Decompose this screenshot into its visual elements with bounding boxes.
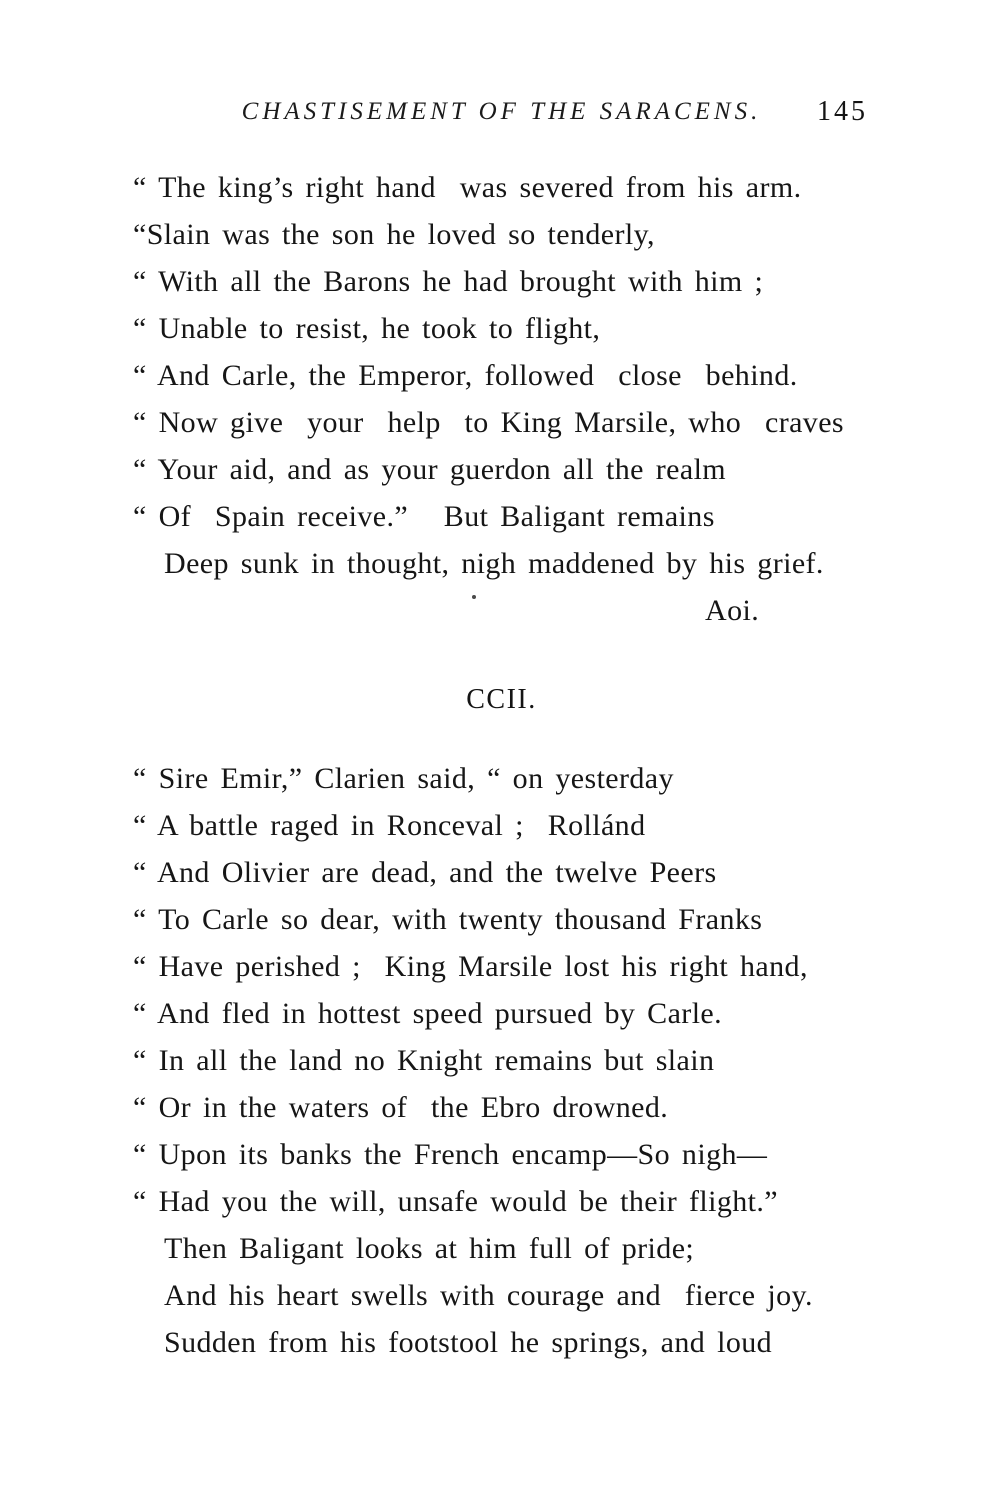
verse-line: Then Baligant looks at him full of pride; <box>164 1232 695 1265</box>
verse-line: “Slain was the son he loved so tenderly, <box>133 218 655 251</box>
verse-line: “ To Carle so dear, with twenty thousand Franks <box>133 903 763 936</box>
verse-line: Deep sunk in thought, nigh maddened by his grief. <box>164 547 824 580</box>
verse-line: “ Unable to resist, he took to flight, <box>133 312 601 345</box>
verse-line: “ And Carle, the Emperor, followed close behind. <box>133 359 798 392</box>
verse-line: Sudden from his footstool he springs, and loud <box>164 1326 773 1359</box>
verse-line: “ A battle raged in Ronceval ; Rollánd <box>133 809 646 842</box>
verse-line: “ And Olivier are dead, and the twelve Peers <box>133 856 717 889</box>
running-title: CHASTISEMENT OF THE SARACENS. <box>241 98 762 125</box>
verse-line: “ With all the Barons he had brought with him ; <box>133 265 764 298</box>
aoi-marker: Aoi. <box>705 594 760 627</box>
verse-line: “ Of Spain receive.” But Baligant remains <box>133 500 715 533</box>
section-heading-ccii: CCII. <box>466 684 537 715</box>
verse-line: “ Your aid, and as your guerdon all the realm <box>133 453 727 486</box>
verse-line: “ The king’s right hand was severed from his arm. <box>133 171 802 204</box>
verse-line: “ Sire Emir,” Clarien said, “ on yesterday <box>133 762 674 795</box>
verse-line: “ Have perished ; King Marsile lost his right hand, <box>133 950 808 983</box>
stanza-cci <box>133 164 880 634</box>
stanza-ccii <box>133 755 880 1366</box>
verse-line: “ And fled in hottest speed pursued by Carle. <box>133 997 723 1030</box>
page-number: 145 <box>817 96 868 127</box>
verse-line: “ Or in the waters of the Ebro drowned. <box>133 1091 669 1124</box>
verse-line: “ In all the land no Knight remains but slain <box>133 1044 715 1077</box>
verse-line: “ Upon its banks the French encamp—So nigh— <box>133 1138 768 1171</box>
page-header <box>133 98 870 138</box>
verse-line: “ Had you the will, unsafe would be their flight.” <box>133 1185 779 1218</box>
scan-speck <box>472 595 476 599</box>
verse-line: “ Now give your help to King Marsile, who craves <box>133 406 844 439</box>
verse-line: And his heart swells with courage and fierce joy. <box>164 1279 813 1312</box>
